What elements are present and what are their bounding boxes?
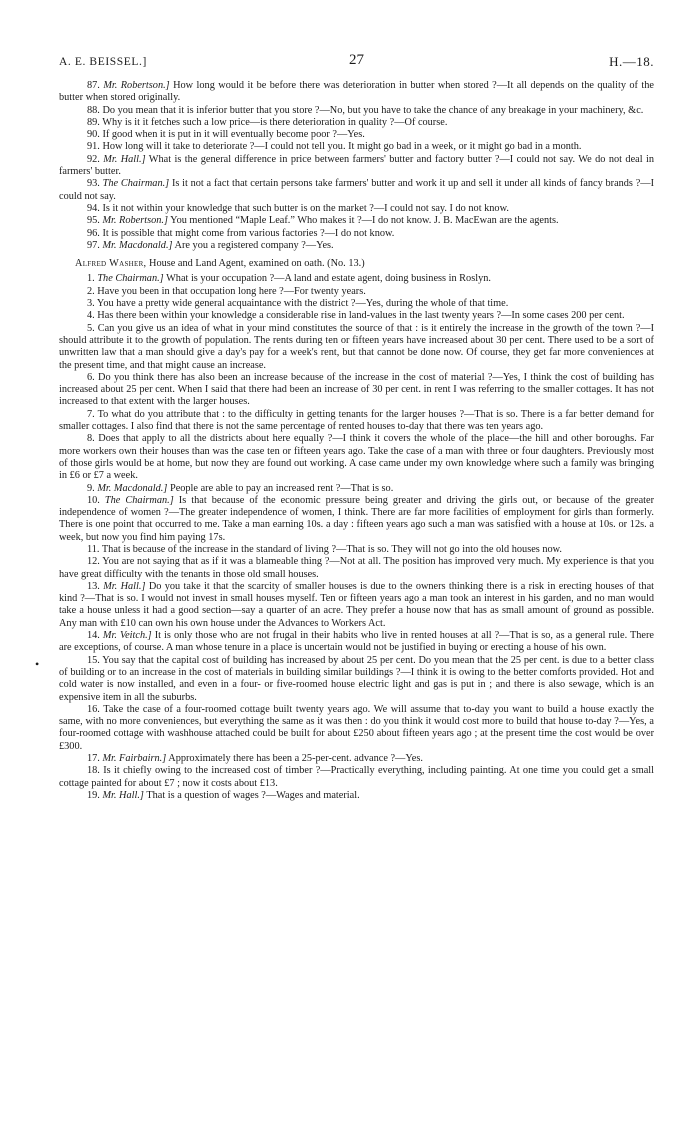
question-answer-text: If good when it is put in it will eventually become poor ?—Yes. [99,129,365,141]
question-number: 97. [87,239,100,251]
question-number: 4. [87,310,95,322]
question-number: 14. [87,630,100,642]
question-answer-text: You are not saying that as if it was a blameable thing ?—Not at all. The position has improved very much. My experience is that you have great difficulty with the tenants in those old small houses. [59,556,654,580]
question-number: 18. [87,765,100,777]
testimony-section-continued [59,80,654,252]
question-paragraph [59,286,654,298]
questioner: Mr. Hall.] [102,789,144,801]
question-paragraph [59,154,654,179]
question-paragraph [59,372,654,409]
question-number: 11. [87,543,100,555]
question-paragraph [59,630,654,655]
question-number: 12. [87,556,100,568]
question-answer-text: Have you been in that occupation long here ?—For twenty years. [94,285,366,297]
question-paragraph [59,704,654,753]
question-paragraph [59,203,654,215]
question-paragraph [59,556,654,581]
question-answer-text: Approximately there has been a 25-per-cent. advance ?—Yes. [166,753,423,765]
question-number: 94. [87,202,100,214]
question-answer-text: People are able to pay an increased rent ?—That is so. [167,482,394,494]
questioner: The Chairman.] [102,178,170,190]
witness-name: Alfred Washer, [75,258,147,270]
question-paragraph [59,310,654,322]
question-paragraph [59,581,654,630]
questioner: Mr. Veitch.] [102,630,152,642]
question-answer-text: It is only those who are not frugal in their habits who live in rented houses at all ?—That is so, as a general rule. There are exceptions, of course. A man whose tenure in a place is uncertain would not be justified in buying or erecting a house of his own. [59,630,654,654]
questioner: Mr. Hall.] [103,153,146,165]
question-number: 91. [87,141,100,153]
page-header [59,52,654,74]
question-answer-text: Can you give us an idea of what in your mind constitutes the source of that : is it entirely the increase in the growth of the town ?—I should attribute it to the growth of population. The rents during ten or fifteen years have increased about 30 per cent. There used to be a sort of unwritten law that a man should give a day's pay for a week's rent, but that cannot be done now. Of course, they get far more conveniences at the present time, and that might cause an increase. [59,322,654,371]
question-paragraph [59,433,654,482]
question-number: 95. [87,215,100,227]
question-paragraph [59,483,654,495]
document-reference: H.—18. [609,54,654,69]
questioner: Mr. Macdonald.] [102,239,173,251]
page-number: 27 [349,52,364,68]
question-number: 87. [87,80,100,91]
question-answer-text: It is possible that might come from various factories ?—I do not know. [99,227,395,239]
question-answer-text: Is it not a fact that certain persons take farmers' butter and work it up and sell it under all kinds of fancy brands ?—I could not say. [59,178,654,202]
question-paragraph [59,298,654,310]
question-answer-text: You mentioned “Maple Leaf.” Who makes it ?—I do not know. J. B. MacEwan are the agents. [167,215,559,227]
question-answer-text: Do you take it that the scarcity of smaller houses is due to the owners thinking there is a risk in erecting houses of that kind ?—That is so. I would not invest in small houses myself. Ten or fifteen years ago a man took an interest in his garden, and no man would take a house unless it had a good section—say a quarter of an acre. They prefer a house now that has as small amount of ground as possible. Any man with £10 can own his own house under the Advances to Workers Act. [59,580,654,629]
question-answer-text: How long will it take to deteriorate ?—I could not tell you. It might go bad in a week, or it might go bad in a month. [99,141,582,153]
question-paragraph [59,215,654,227]
question-paragraph [59,765,654,790]
question-answer-text: Is it not within your knowledge that such butter is on the market ?—I could not say. I do not know. [99,202,509,214]
question-paragraph [59,178,654,203]
questioner: Mr. Robertson.] [103,80,170,91]
question-number: 89. [87,116,100,128]
question-paragraph [59,129,654,141]
question-paragraph [59,105,654,117]
question-answer-text: Do you think there has also been an increase because of the increase in the cost of material ?—Yes, I think the cost of building has increased about 25 per cent. When I said that there had been an increase of 30 per cent. in rent I was referring to the smaller cottages. It has not increased to that extent with the larger houses. [59,371,654,408]
question-number: 7. [87,408,95,420]
question-paragraph [59,655,654,704]
header-witness: A. E. BEISSEL.] [59,56,147,68]
question-paragraph [59,240,654,252]
question-paragraph [59,228,654,240]
question-paragraph [59,117,654,129]
question-answer-text: That is a question of wages ?—Wages and material. [143,789,360,801]
testimony-section-new-witness [59,273,654,802]
question-paragraph [59,141,654,153]
question-paragraph [59,753,654,765]
witness-description: House and Land Agent, examined on oath. (No. 13.) [146,258,365,270]
question-number: 92. [87,153,100,165]
question-answer-text: What is your occupation ?—A land and estate agent, doing business in Roslyn. [163,273,491,285]
question-answer-text: You have a pretty wide general acquaintance with the district ?—Yes, during the whole of that time. [94,298,509,310]
question-paragraph [59,80,654,105]
question-answer-text: Does that apply to all the districts about here equally ?—I think it covers the whole of the place—the hill and other boroughs. Far more workers own their houses than was the case ten or fifteen years ago. Take the case of a man with three or four daughters. Previously most of those girls would be at home, but now they are found out working. A case came under my own knowledge where such a family was bringing in £6 or £7 a week. [59,433,654,482]
question-number: 93. [87,178,100,190]
question-number: 3. [87,298,95,310]
question-number: 9. [87,482,95,494]
question-paragraph [59,409,654,434]
question-answer-text: Do you mean that it is inferior butter that you store ?—No, but you have to take the chance of any breakage in your machinery, &c. [99,104,644,116]
questioner: The Chairman.] [104,494,174,506]
question-number: 8. [87,433,95,445]
question-answer-text: What is the general difference in price between farmers' butter and factory butter ?—I could not say. We do not deal in farmers' butter. [59,153,654,178]
question-answer-text: Is it chiefly owing to the increased cost of timber ?—Practically everything, including painting. At one time you could get a small cottage painted for about £7 ; now it costs about £13. [59,765,654,789]
question-paragraph [59,323,654,372]
question-answer-text: Is that because of the economic pressure being greater and driving the girls out, or because of the greater independence of women ?—The greater independence of women, I think. There are far more facilities of employment for girls than formerly. There is one point that occurred to me. Take a man earning 10s. a day : fifteen years ago such a man was satisfied with a house at 10s. or 12s. a week, but now you find him paying 17s. [59,494,655,543]
question-answer-text: That is because of the increase in the standard of living ?—That is so. They will not go into the old houses now. [99,543,563,555]
question-answer-text: Are you a registered company ?—Yes. [172,239,334,251]
question-number: 2. [87,285,95,297]
questioner: The Chairman.] [97,273,164,285]
question-answer-text: Has there been within your knowledge a considerable rise in land-values in the last twenty years ?—In some cases 200 per cent. [94,310,625,322]
page-body [59,80,654,802]
questioner: Mr. Fairbairn.] [102,753,167,765]
question-answer-text: You say that the capital cost of building has increased by about 25 per cent. Do you mean that the 25 per cent. is due to a better class of building or to an increase in the cost of materials in building similar buildings ?—I think it is owing to the better comforts provided. Hot and cold water is now installed, and even in a four- or five-roomed house electric light and gas is put in ; and there is also sewage, which is an expensive item in all the suburbs. [59,654,654,703]
question-number: 15. [87,654,100,666]
margin-dot: • [35,657,40,671]
question-number: 6. [87,371,95,383]
question-number: 90. [87,129,100,141]
question-number: 10. [87,494,100,506]
question-paragraph [59,495,654,544]
question-paragraph [59,273,654,285]
question-number: 96. [87,227,100,239]
question-number: 16. [87,703,100,715]
question-answer-text: How long would it be before there was deterioration in butter when stored ?—It all depends on the quality of the butter when stored originally. [59,80,654,104]
witness-heading [59,258,654,270]
question-number: 13. [87,580,100,592]
question-number: 1. [87,273,95,285]
questioner: Mr. Macdonald.] [97,482,168,494]
question-number: 19. [87,789,100,801]
question-paragraph [59,790,654,802]
question-paragraph [59,544,654,556]
question-answer-text: Why is it it fetches such a low price—is there deterioration in quality ?—Of course. [99,116,448,128]
questioner: Mr. Robertson.] [102,215,168,227]
question-number: 17. [87,753,100,765]
question-answer-text: Take the case of a four-roomed cottage built twenty years ago. We will assume that to-day you want to build a house exactly the same, with no more conveniences, but everything the same as it was then : do you think it would cost more to build that house to-day ?—Yes, a four-roomed cottage with washhouse attached could be built for about £250 about fifteen years ago ; at the present time the cost would be over £300. [59,703,654,752]
question-number: 88. [87,104,100,116]
question-number: 5. [87,322,95,334]
questioner: Mr. Hall.] [103,580,146,592]
question-answer-text: To what do you attribute that : to the difficulty in getting tenants for the larger houses ?—That is so. There is a far better demand for smaller cottages. I also find that there is not the same percentage of rented houses to-day that there was ten years ago. [59,408,654,433]
